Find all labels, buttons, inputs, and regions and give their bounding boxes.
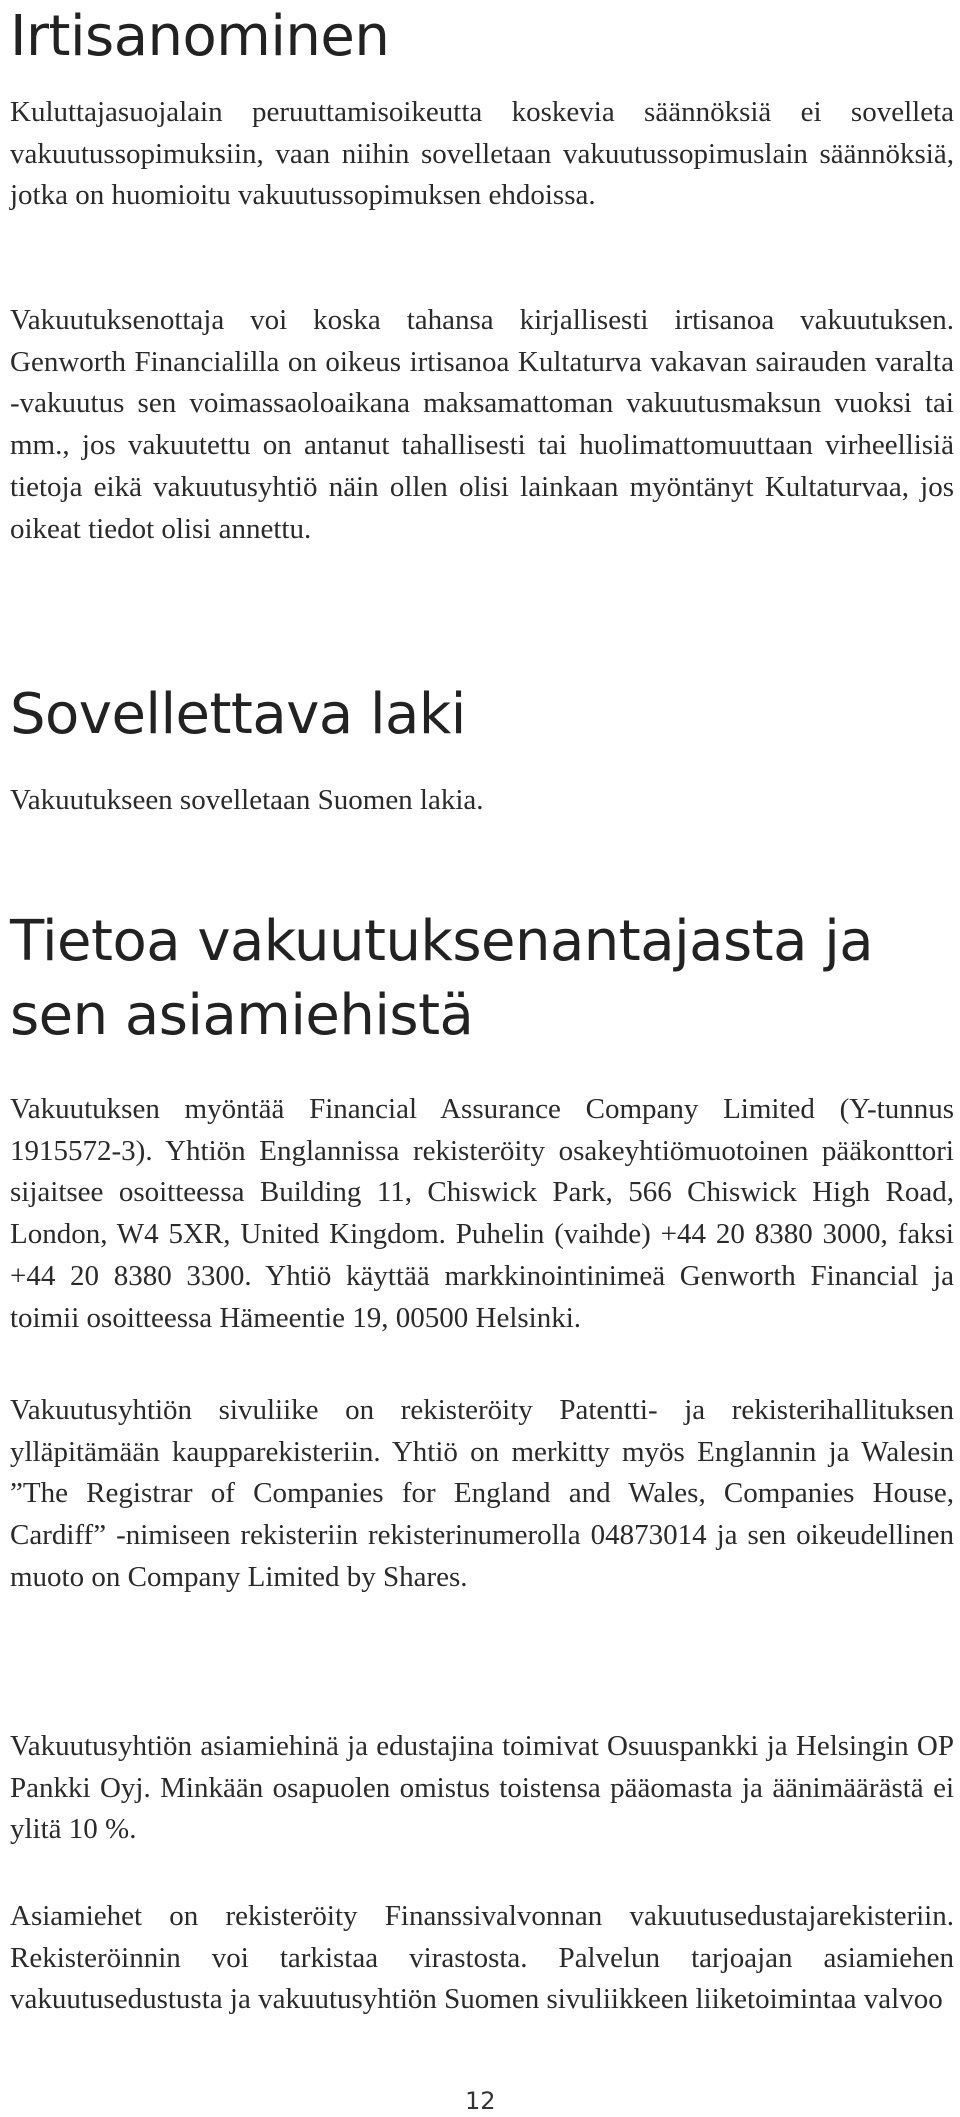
section-heading-vakuutuksenantaja: Tietoa vakuutuksenantajasta ja sen asiamiehistä (10, 909, 874, 1048)
paragraph-asiamiehet: Vakuutusyhtiön asiamiehinä ja edustajina toimivat Osuuspankki ja Helsingin OP Pankki Oyj. Minkään osapuolen omistus toistensa pääomasta ja äänimäärästä ei ylitä 10 %. (10, 1730, 954, 1846)
paragraph-irtisanominen: Vakuutuksenottaja voi koska tahansa kirjallisesti irtisanoa vakuutuksen. Genworth Financialilla on oikeus irtisanoa Kultaturva vakavan sairauden varalta -vakuutus sen voimassaoloaikana maksamattoman vakuutusmaksun vuoksi tai mm., jos vakuutettu on antanut tahallisesti tai huolimattomuuttaan virheellisiä tietoja eikä vakuutusyhtiö näin ollen olisi lainkaan myöntänyt Kultaturvaa, jos oikeat tiedot olisi annettu. (10, 304, 954, 545)
paragraph-sivuliike: Vakuutusyhtiön sivuliike on rekisteröity Patentti- ja rekisterihallituksen ylläpitämään kaupparekisteriin. Yhtiö on merkitty myös Englannin ja Walesin ”The Registrar of Companies for England and Wales, Companies House, Cardiff” -nimiseen rekisteriin rekisterinumerolla 04873014 ja sen oikeudellinen muoto on Company Limited by Shares. (10, 1394, 954, 1593)
paragraph-sovellettava-laki: Vakuutukseen sovelletaan Suomen lakia. (10, 784, 484, 816)
section-heading-irtisanominen: Irtisanominen (10, 4, 390, 69)
paragraph-rekisterointi: Asiamiehet on rekisteröity Finanssivalvonnan vakuutusedustajarekisteriin. Rekisteröinnin voi tarkistaa virastosta. Palvelun tarjoajan asiamiehen vakuutusedustusta ja vakuutusyhtiön Suomen sivuliikkeen liiketoimintaa valvoo (10, 1900, 954, 2016)
section-heading-sovellettava-laki: Sovellettava laki (10, 682, 466, 747)
paragraph-vakuutuksen-myontaja: Vakuutuksen myöntää Financial Assurance Company Limited (Y-tunnus 1915572-3). Yhtiön Englannissa rekisteröity osakeyhtiömuotoinen pääkonttori sijaitsee osoitteessa Building 11, Chiswick Park, 566 Chiswick High Road, London, W4 5XR, United Kingdom. Puhelin (vaihde) +44 20 8380 3000, faksi +44 20 8380 3300. Yhtiö käyttää markkinointinimeä Genworth Financial ja toimii osoitteessa Hämeentie 19, 00500 Helsinki. (10, 1093, 954, 1334)
paragraph-peruuttamisoikeus: Kuluttajasuojalain peruuttamisoikeutta koskevia säännöksiä ei sovelleta vakuutussopimuksiin, vaan niihin sovelletaan vakuutussopimuslain säännöksiä, jotka on huomioitu vakuutussopimuksen ehdoissa. (10, 96, 954, 212)
page-number: 12 (465, 2087, 496, 2115)
